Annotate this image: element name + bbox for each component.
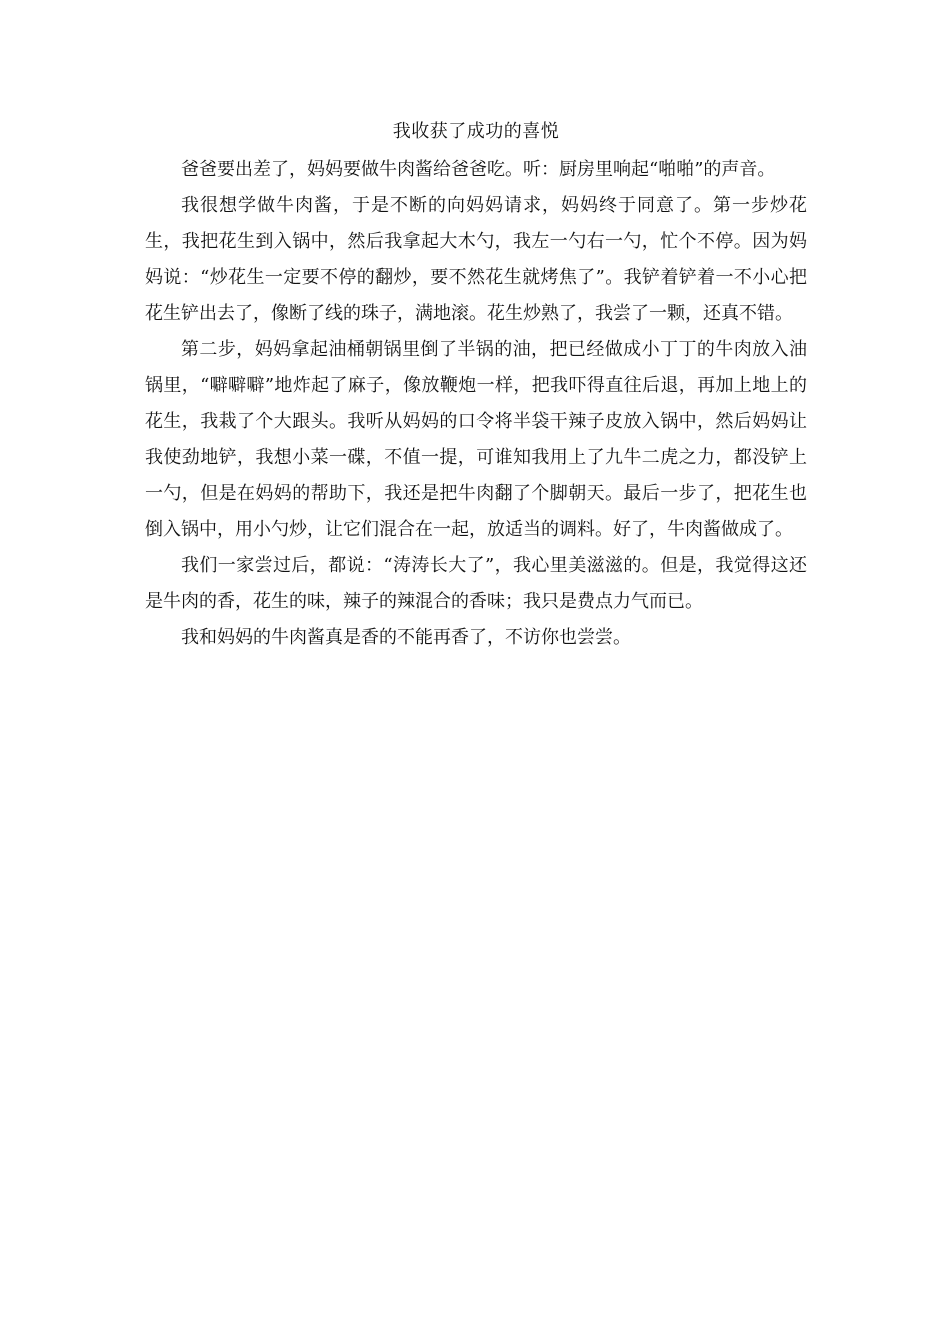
document-title: 我收获了成功的喜悦 [392, 121, 560, 142]
paragraph-5: 我和妈妈的牛肉酱真是香的不能再香了，不访你也尝尝。 [181, 627, 631, 648]
paragraph-1: 爸爸要出差了，妈妈要做牛肉酱给爸爸吃。听：厨房里响起“啪啪”的声音。 [181, 159, 776, 180]
paragraph-3: 第二步，妈妈拿起油桶朝锅里倒了半锅的油，把已经做成小丁丁的牛肉放入油锅里，“噼噼噼”地炸起了麻子，像放鞭炮一样，把我吓得直往后退，再加上地上的花生，我栽了个大跟头。我听从妈妈的口令将半袋干辣子皮放入锅中，然后妈妈让我使劲地铲，我想小菜一碟，不值一提，可谁知我用上了九牛二虎之力，都没铲上一勺，但是在妈妈的帮助下，我还是把牛肉翻了个脚朝天。最后一步了，把花生也倒入锅中，用小勺炒，让它们混合在一起，放适当的调料。好了，牛肉酱做成了。 [145, 339, 807, 540]
document-body [145, 116, 807, 656]
paragraph-4: 我们一家尝过后，都说：“涛涛长大了”，我心里美滋滋的。但是，我觉得这还是牛肉的香，花生的味，辣子的辣混合的香味；我只是费点力气而已。 [145, 555, 807, 612]
paragraph-2: 我很想学做牛肉酱，于是不断的向妈妈请求，妈妈终于同意了。第一步炒花生，我把花生到入锅中，然后我拿起大木勺，我左一勺右一勺，忙个不停。因为妈妈说：“炒花生一定要不停的翻炒，要不然花生就烤焦了”。我铲着铲着一不小心把花生铲出去了，像断了线的珠子，满地滚。花生炒熟了，我尝了一颗，还真不错。 [145, 195, 807, 324]
